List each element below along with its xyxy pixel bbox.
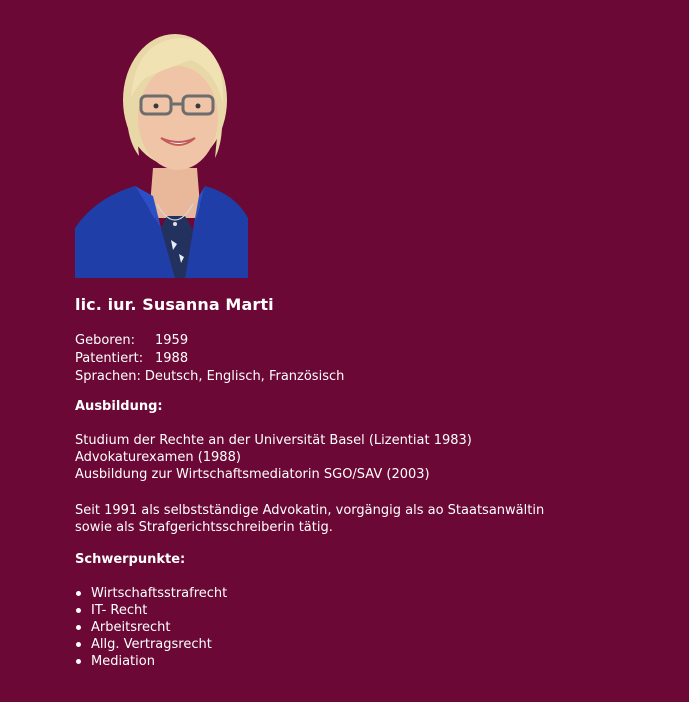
patent-value: 1988 (155, 351, 189, 366)
person-name: lic. iur. Susanna Marti (75, 295, 274, 314)
fact-languages (75, 368, 344, 386)
career-line: sowie als Strafgerichtsschreiberin tätig. (75, 520, 333, 535)
focus-item-label: Wirtschaftsstrafrecht (91, 586, 228, 601)
bullet-icon (76, 659, 81, 664)
bullet-icon (76, 608, 81, 613)
bullet-icon (76, 642, 81, 647)
career-text (75, 502, 575, 536)
bullet-icon (76, 625, 81, 630)
born-label: Geboren: (75, 333, 135, 348)
list-item (75, 619, 227, 636)
focus-item-label: Arbeitsrecht (91, 620, 171, 635)
education-list (75, 432, 472, 483)
focus-item-label: Allg. Vertragsrecht (91, 637, 212, 652)
personal-facts (75, 332, 344, 386)
education-heading: Ausbildung: (75, 399, 163, 414)
list-item (75, 653, 227, 670)
focus-item-label: Mediation (91, 654, 155, 669)
born-value: 1959 (155, 333, 189, 348)
bullet-icon (76, 591, 81, 596)
focus-heading: Schwerpunkte: (75, 552, 186, 567)
list-item (75, 585, 227, 602)
languages-value: Deutsch, Englisch, Französisch (144, 369, 345, 384)
focus-item-label: IT- Recht (91, 603, 148, 618)
education-item: Ausbildung zur Wirtschaftsmediatorin SGO/SAV (2003) (75, 467, 430, 482)
languages-label: Sprachen: (75, 369, 141, 384)
list-item (75, 636, 227, 653)
fact-patent (75, 350, 344, 368)
focus-list (75, 585, 227, 670)
career-line: Seit 1991 als selbstständige Advokatin, vorgängig als ao Staatsanwältin (75, 503, 545, 518)
portrait-photo (75, 18, 248, 278)
education-item: Studium der Rechte an der Universität Basel (Lizentiat 1983) (75, 433, 472, 448)
fact-born (75, 332, 344, 350)
list-item (75, 602, 227, 619)
education-item: Advokaturexamen (1988) (75, 450, 241, 465)
patent-label: Patentiert: (75, 351, 144, 366)
